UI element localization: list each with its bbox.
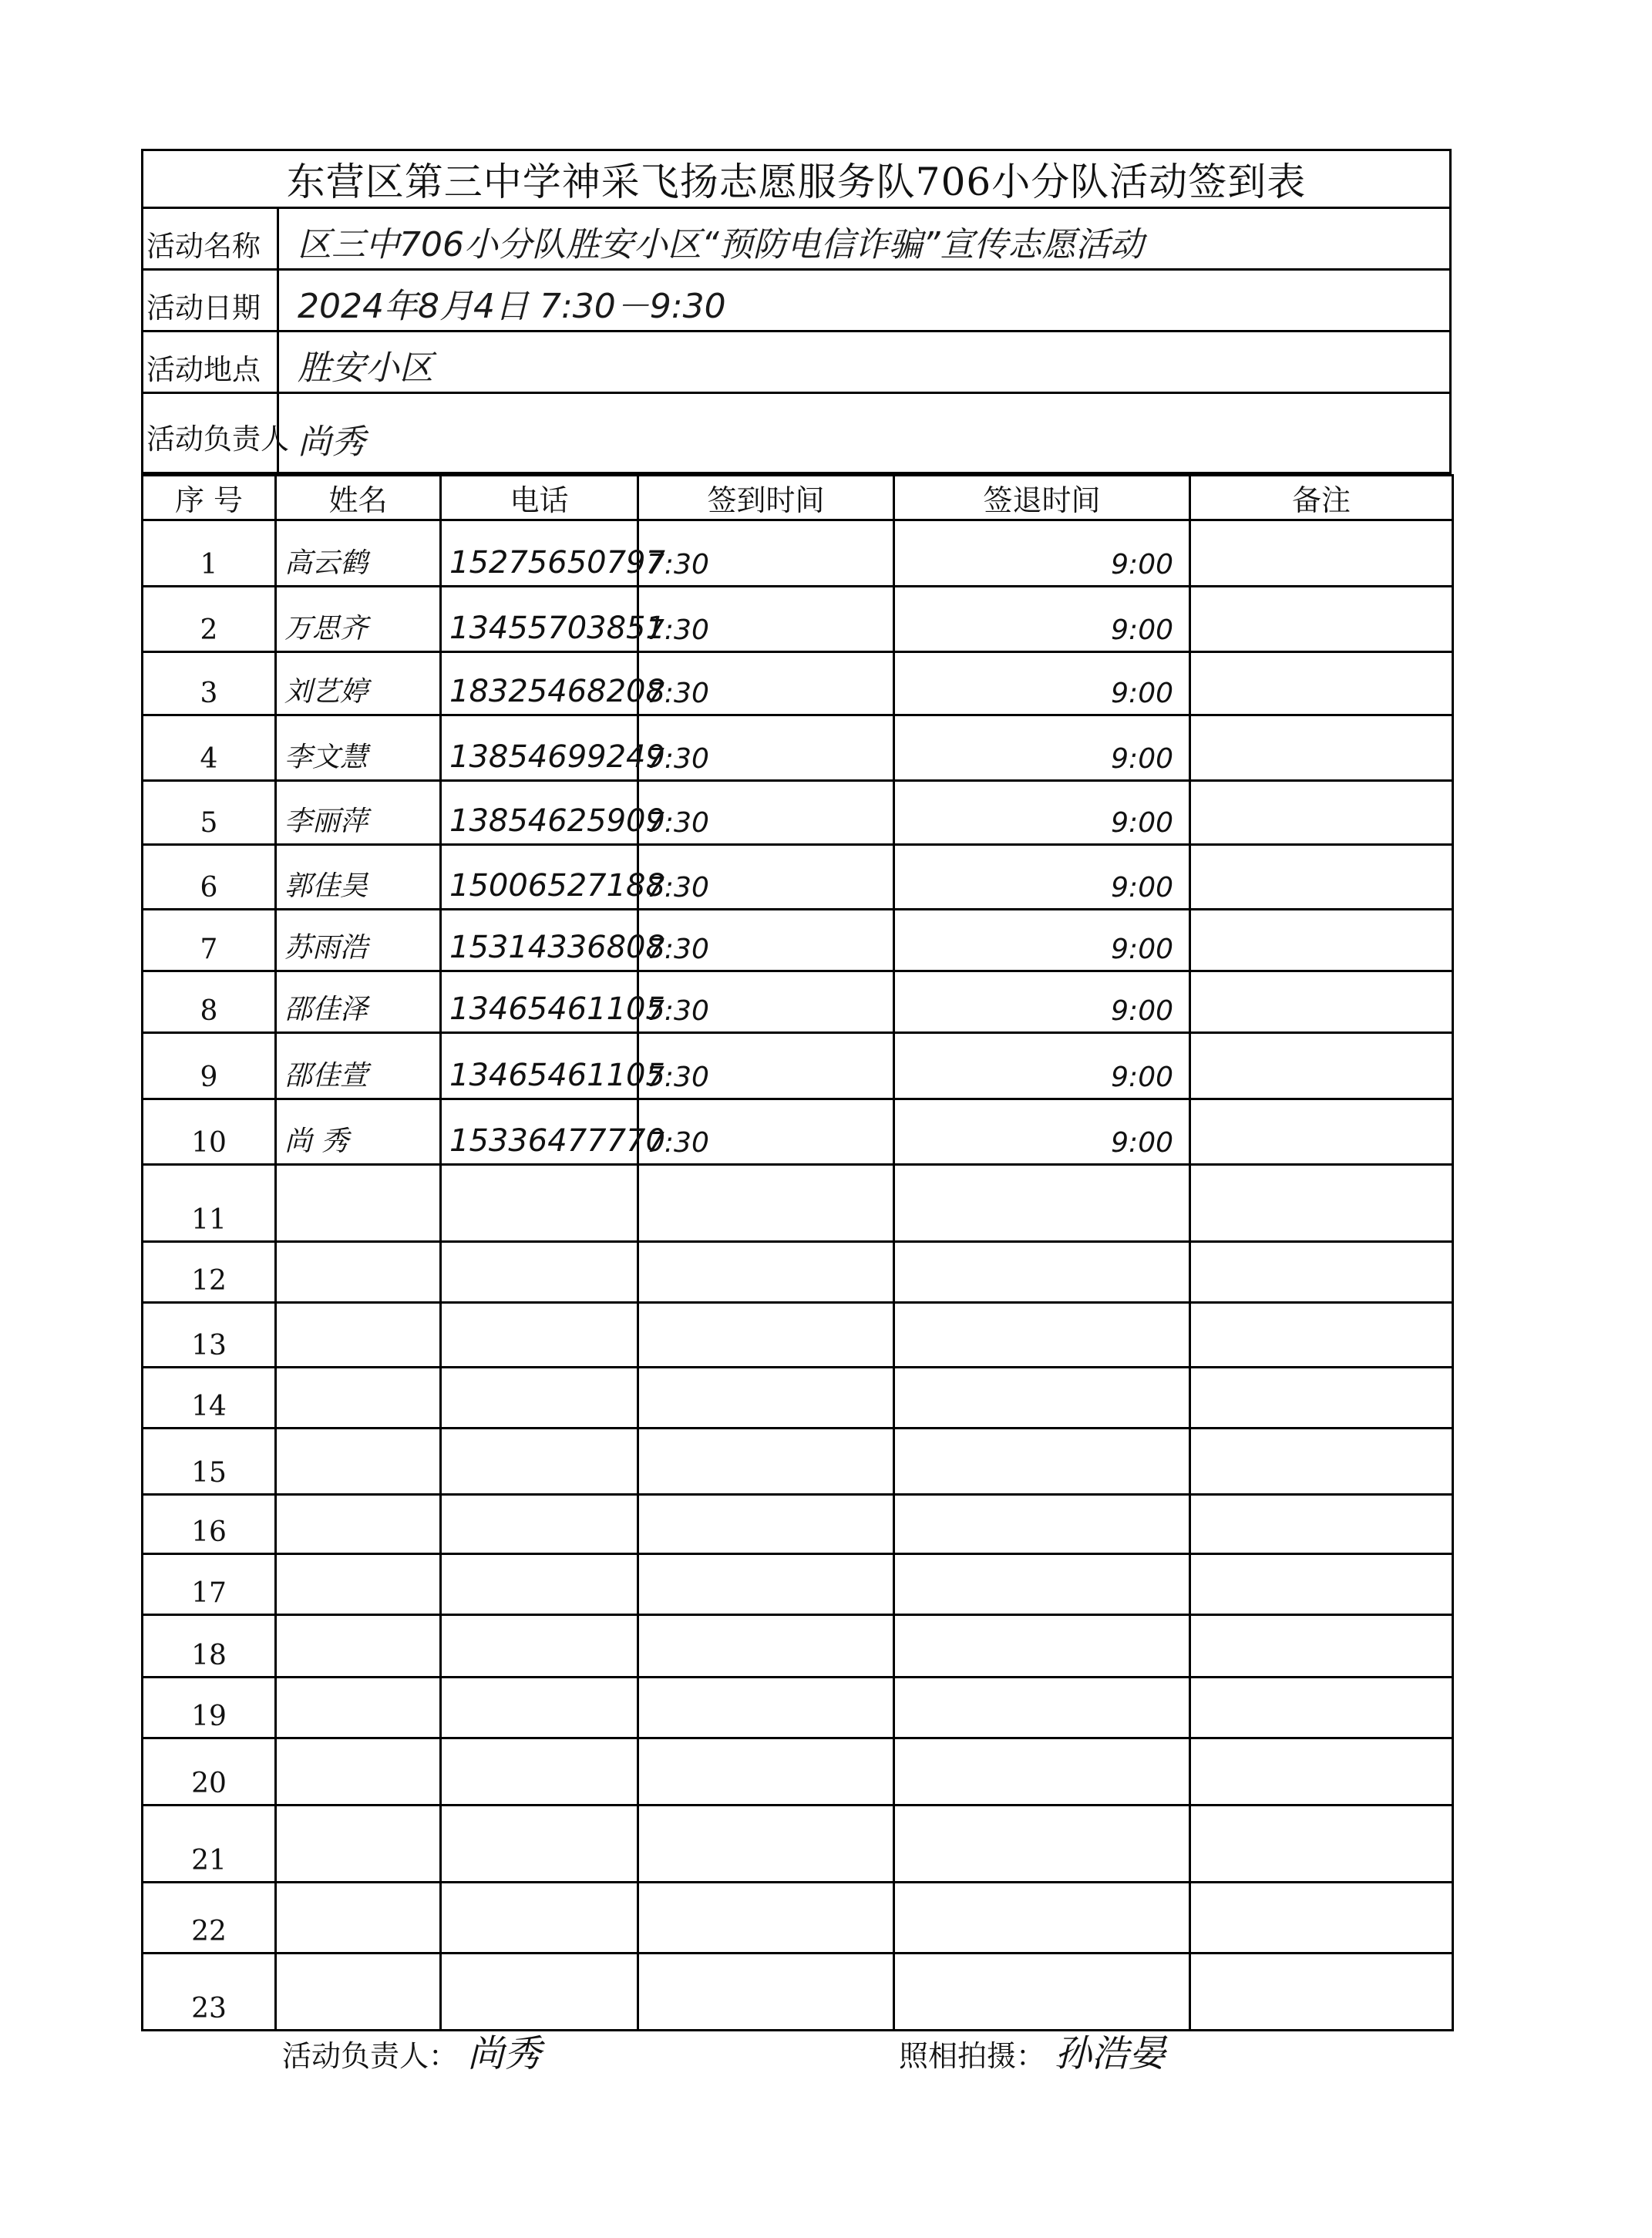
row-note <box>1190 1954 1453 2031</box>
row-sign-out: 9:00 <box>894 520 1190 587</box>
row-name <box>276 1368 441 1429</box>
table-row <box>143 1806 1453 1883</box>
row-sign-out <box>894 1429 1190 1495</box>
row-phone <box>441 1883 638 1954</box>
table-row <box>143 715 1453 781</box>
row-sign-out <box>894 1615 1190 1678</box>
row-name <box>276 1883 441 1954</box>
table-row <box>143 781 1453 845</box>
row-note <box>1190 1242 1453 1303</box>
row-sign-out <box>894 1495 1190 1554</box>
row-number: 12 <box>143 1242 276 1303</box>
row-note <box>1190 652 1453 715</box>
row-phone: 15336477770 <box>441 1099 638 1165</box>
row-phone <box>441 1954 638 2031</box>
row-sign-out <box>894 1165 1190 1242</box>
footer-photographer <box>899 2024 1166 2077</box>
row-sign-in <box>638 1429 894 1495</box>
table-row <box>143 1954 1453 2031</box>
row-note <box>1190 1099 1453 1165</box>
table-row <box>143 1033 1453 1099</box>
table-row <box>143 1303 1453 1368</box>
row-number: 18 <box>143 1615 276 1678</box>
row-sign-out <box>894 1883 1190 1954</box>
row-note <box>1190 1615 1453 1678</box>
row-name: 苏雨浩 <box>276 910 441 971</box>
row-number: 7 <box>143 910 276 971</box>
row-note <box>1190 520 1453 587</box>
row-sign-in <box>638 1883 894 1954</box>
meta-row-activity-date <box>141 271 1452 332</box>
row-sign-out <box>894 1678 1190 1738</box>
row-phone <box>441 1554 638 1615</box>
row-sign-in: 7:30 <box>638 910 894 971</box>
row-phone <box>441 1429 638 1495</box>
footer-leader-label: 活动负责人： <box>282 2039 459 2073</box>
row-name <box>276 1165 441 1242</box>
row-note <box>1190 587 1453 652</box>
row-name <box>276 1554 441 1615</box>
row-number: 23 <box>143 1954 276 2031</box>
row-name <box>276 1806 441 1883</box>
header-no: 序 号 <box>143 476 276 520</box>
row-sign-in: 7:30 <box>638 1099 894 1165</box>
row-phone: 13455703851 <box>441 587 638 652</box>
row-sign-in <box>638 1678 894 1738</box>
row-number: 20 <box>143 1738 276 1806</box>
row-number: 5 <box>143 781 276 845</box>
header-note: 备注 <box>1190 476 1453 520</box>
row-sign-in <box>638 1242 894 1303</box>
row-name <box>276 1954 441 2031</box>
row-phone <box>441 1242 638 1303</box>
row-phone <box>441 1806 638 1883</box>
footer-photo-signature: 孙浩晏 <box>1055 2032 1166 2075</box>
row-number: 16 <box>143 1495 276 1554</box>
row-phone: 13465461105 <box>441 971 638 1033</box>
row-note <box>1190 1678 1453 1738</box>
row-phone <box>441 1678 638 1738</box>
row-sign-in <box>638 1165 894 1242</box>
meta-label: 活动地点 <box>146 332 279 392</box>
row-note <box>1190 1033 1453 1099</box>
table-row <box>143 1678 1453 1738</box>
row-name <box>276 1429 441 1495</box>
row-number: 3 <box>143 652 276 715</box>
row-sign-in <box>638 1738 894 1806</box>
row-name: 郭佳昊 <box>276 845 441 910</box>
row-number: 6 <box>143 845 276 910</box>
header-phone: 电话 <box>441 476 638 520</box>
row-phone <box>441 1368 638 1429</box>
row-note <box>1190 1165 1453 1242</box>
row-number: 17 <box>143 1554 276 1615</box>
row-sign-out <box>894 1954 1190 2031</box>
row-number: 22 <box>143 1883 276 1954</box>
meta-row-activity-location <box>141 332 1452 394</box>
row-sign-out: 9:00 <box>894 971 1190 1033</box>
meta-label: 活动名称 <box>146 209 279 268</box>
row-number: 2 <box>143 587 276 652</box>
row-phone <box>441 1738 638 1806</box>
row-note <box>1190 1303 1453 1368</box>
row-sign-in <box>638 1615 894 1678</box>
row-number: 13 <box>143 1303 276 1368</box>
row-sign-out: 9:00 <box>894 587 1190 652</box>
row-number: 9 <box>143 1033 276 1099</box>
meta-label: 活动日期 <box>146 271 279 330</box>
table-row <box>143 1165 1453 1242</box>
row-number: 11 <box>143 1165 276 1242</box>
row-sign-in <box>638 1368 894 1429</box>
row-phone: 13465461105 <box>441 1033 638 1099</box>
meta-value: 尚秀 <box>298 422 365 462</box>
row-sign-in <box>638 1495 894 1554</box>
row-sign-out <box>894 1806 1190 1883</box>
row-sign-in: 7:30 <box>638 652 894 715</box>
row-phone: 15275650797 <box>441 520 638 587</box>
row-number: 8 <box>143 971 276 1033</box>
row-phone: 15314336808 <box>441 910 638 971</box>
row-phone: 13854699249 <box>441 715 638 781</box>
row-phone <box>441 1303 638 1368</box>
row-sign-in: 7:30 <box>638 587 894 652</box>
attendance-table <box>141 474 1454 2031</box>
footer-leader-signature: 尚秀 <box>467 2032 542 2075</box>
table-row <box>143 1429 1453 1495</box>
row-sign-out: 9:00 <box>894 652 1190 715</box>
table-row <box>143 1615 1453 1678</box>
row-sign-out <box>894 1554 1190 1615</box>
row-sign-in: 7:30 <box>638 845 894 910</box>
row-note <box>1190 1883 1453 1954</box>
table-row <box>143 1883 1453 1954</box>
meta-row-activity-name <box>141 209 1452 271</box>
row-sign-out: 9:00 <box>894 715 1190 781</box>
sign-in-sheet <box>141 149 1454 2075</box>
meta-value: 2024年8月4日 7:30－9:30 <box>298 287 726 326</box>
row-name <box>276 1615 441 1678</box>
row-sign-out: 9:00 <box>894 845 1190 910</box>
sheet-title: 东营区第三中学神采飞扬志愿服务队706小分队活动签到表 <box>141 149 1452 209</box>
table-header-row <box>143 476 1453 520</box>
row-sign-out <box>894 1738 1190 1806</box>
row-sign-out <box>894 1303 1190 1368</box>
row-note <box>1190 715 1453 781</box>
row-sign-in: 7:30 <box>638 715 894 781</box>
row-note <box>1190 1554 1453 1615</box>
row-sign-in: 7:30 <box>638 1033 894 1099</box>
row-sign-out: 9:00 <box>894 781 1190 845</box>
row-name <box>276 1303 441 1368</box>
row-phone <box>441 1165 638 1242</box>
table-row <box>143 1738 1453 1806</box>
row-phone: 18325468208 <box>441 652 638 715</box>
table-row <box>143 910 1453 971</box>
row-note <box>1190 1429 1453 1495</box>
row-number: 1 <box>143 520 276 587</box>
row-name <box>276 1738 441 1806</box>
table-row <box>143 845 1453 910</box>
row-phone <box>441 1495 638 1554</box>
row-number: 15 <box>143 1429 276 1495</box>
row-number: 19 <box>143 1678 276 1738</box>
row-name: 刘艺婷 <box>276 652 441 715</box>
row-sign-in <box>638 1554 894 1615</box>
row-number: 21 <box>143 1806 276 1883</box>
row-name <box>276 1242 441 1303</box>
row-note <box>1190 1495 1453 1554</box>
row-sign-out <box>894 1368 1190 1429</box>
row-number: 14 <box>143 1368 276 1429</box>
footer-leader <box>282 2024 541 2077</box>
row-name: 尚 秀 <box>276 1099 441 1165</box>
row-number: 10 <box>143 1099 276 1165</box>
row-note <box>1190 910 1453 971</box>
row-sign-out <box>894 1242 1190 1303</box>
row-sign-out: 9:00 <box>894 1099 1190 1165</box>
meta-row-activity-leader <box>141 394 1452 474</box>
table-row <box>143 971 1453 1033</box>
header-name: 姓名 <box>276 476 441 520</box>
row-note <box>1190 1368 1453 1429</box>
row-sign-out: 9:00 <box>894 1033 1190 1099</box>
row-sign-in: 7:30 <box>638 781 894 845</box>
row-name <box>276 1495 441 1554</box>
row-sign-in <box>638 1806 894 1883</box>
row-note <box>1190 971 1453 1033</box>
header-sign-out-time: 签退时间 <box>894 476 1190 520</box>
row-name: 李文慧 <box>276 715 441 781</box>
row-note <box>1190 1806 1453 1883</box>
meta-label: 活动负责人 <box>146 394 279 472</box>
table-row <box>143 1099 1453 1165</box>
row-name: 万思齐 <box>276 587 441 652</box>
table-row <box>143 587 1453 652</box>
row-sign-in <box>638 1303 894 1368</box>
row-note <box>1190 845 1453 910</box>
meta-value: 区三中706小分队胜安小区“预防电信诈骗”宣传志愿活动 <box>298 225 1144 264</box>
row-sign-in: 7:30 <box>638 520 894 587</box>
table-row <box>143 1368 1453 1429</box>
row-sign-out: 9:00 <box>894 910 1190 971</box>
row-name: 邵佳萱 <box>276 1033 441 1099</box>
table-row <box>143 1242 1453 1303</box>
row-sign-in <box>638 1954 894 2031</box>
table-row <box>143 1495 1453 1554</box>
row-number: 4 <box>143 715 276 781</box>
row-sign-in: 7:30 <box>638 971 894 1033</box>
row-name <box>276 1678 441 1738</box>
row-note <box>1190 1738 1453 1806</box>
row-phone: 15006527188 <box>441 845 638 910</box>
row-name: 李丽萍 <box>276 781 441 845</box>
table-row <box>143 1554 1453 1615</box>
footer-photo-label: 照相拍摄： <box>899 2039 1046 2073</box>
meta-value: 胜安小区 <box>298 348 433 388</box>
header-sign-in-time: 签到时间 <box>638 476 894 520</box>
row-name: 邵佳泽 <box>276 971 441 1033</box>
row-note <box>1190 781 1453 845</box>
row-name: 高云鹤 <box>276 520 441 587</box>
row-phone: 13854625909 <box>441 781 638 845</box>
table-row <box>143 652 1453 715</box>
table-row <box>143 520 1453 587</box>
row-phone <box>441 1615 638 1678</box>
